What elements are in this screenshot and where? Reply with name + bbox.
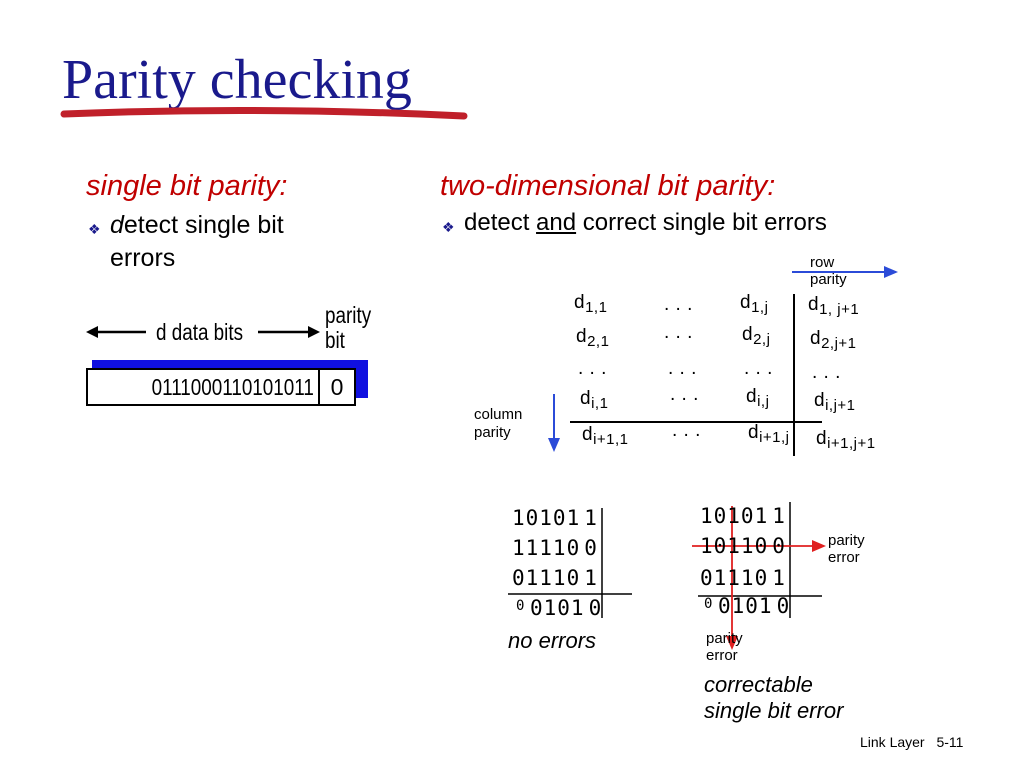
two-dim-bullet-text	[464, 209, 827, 237]
row-parity-label-2: parity	[810, 271, 847, 288]
no-error-row: 0101 0	[530, 596, 603, 620]
matrix-cell: $d_{i,1}$	[580, 388, 609, 412]
parity-bit-label-2: bit	[325, 327, 345, 353]
bullet-underlined: and	[536, 209, 577, 236]
diamond-bullet-icon: ❖	[442, 219, 455, 235]
matrix-dots: . . .	[664, 294, 693, 315]
two-dim-parity-heading: two-dimensional bit parity:	[440, 170, 776, 202]
correctable-caption-2: single bit error	[704, 698, 844, 723]
no-error-row: 10101 1	[512, 506, 598, 530]
data-bits-label: d data bits	[156, 319, 244, 345]
column-parity-label-2: parity	[474, 424, 511, 441]
parity-bit-value: 0	[330, 374, 344, 400]
data-bits-box	[86, 368, 320, 406]
column-parity-label	[474, 406, 522, 442]
footer-chapter: Link Layer	[860, 734, 925, 750]
matrix-dots: . . .	[578, 358, 607, 379]
matrix-cell: $d_{1,j}$	[740, 292, 769, 316]
parity-bit-box	[318, 368, 356, 406]
parity-bit-label	[325, 303, 371, 353]
matrix-parity-cell: $d_{i+1,j+1}$	[816, 428, 876, 452]
diamond-bullet-icon: ❖	[88, 221, 101, 237]
error-row: 01110 1	[700, 566, 786, 590]
no-error-corner: 0	[516, 598, 525, 614]
bullet-italic-d: d	[110, 211, 124, 239]
matrix-cell: $d_{2,j}$	[742, 324, 771, 348]
footer	[860, 734, 963, 750]
matrix-cell: $d_{i,j}$	[746, 386, 770, 410]
page-title: Parity checking	[62, 49, 412, 111]
no-errors-caption: no errors	[508, 628, 597, 653]
error-corner: 0	[704, 596, 713, 612]
matrix-dots: . . .	[744, 358, 773, 379]
bullet-rest: etect single bit	[123, 211, 284, 239]
single-bit-bullet-line2: errors	[110, 244, 176, 272]
matrix-dots: . . .	[812, 362, 841, 383]
matrix-parity-cell: $d_{i,j+1}$	[814, 390, 856, 414]
column-parity-label-1: column	[474, 406, 523, 423]
matrix-cell: $d_{2,1}$	[576, 326, 610, 350]
single-bit-bullet-text	[110, 211, 284, 240]
error-row: 10101 1	[700, 504, 786, 528]
matrix-cell: $d_{i+1,j}$	[748, 422, 790, 446]
no-error-row: 01110 1	[512, 566, 598, 590]
matrix-dots: . . .	[672, 420, 701, 441]
matrix-dots: . . .	[670, 384, 699, 405]
no-error-row: 11110 0	[512, 536, 598, 560]
matrix-cell: $d_{i+1,1}$	[582, 424, 629, 448]
parity-error-bottom-label	[706, 630, 743, 664]
title-underline	[60, 104, 470, 128]
parity-error-bottom-2: error	[706, 647, 738, 664]
footer-page: 5-11	[936, 734, 964, 750]
matrix-parity-cell: $d_{2,j+1}$	[810, 328, 857, 352]
parity-error-right-2: error	[828, 549, 860, 566]
parity-error-bottom-1: parity	[706, 630, 743, 647]
error-row: 10110 0	[700, 534, 786, 558]
matrix-cell: $d_{1,1}$	[574, 292, 608, 316]
correctable-caption-1: correctable	[704, 672, 813, 697]
correctable-caption	[704, 672, 843, 724]
row-parity-label-1: row	[810, 254, 835, 271]
data-bits-value: 0111000110101011	[151, 374, 314, 400]
single-bit-parity-heading: single bit parity:	[86, 170, 288, 202]
parity-error-right-1: parity	[828, 532, 865, 549]
parity-bit-label-1: parity	[325, 302, 372, 328]
row-parity-arrow	[790, 264, 900, 280]
bullet-pre: detect	[464, 209, 537, 236]
matrix-parity-cell: $d_{1, j+1}$	[808, 294, 860, 318]
error-row: 0101 0	[718, 594, 791, 618]
parity-error-right-label	[828, 532, 865, 566]
matrix-dots: . . .	[668, 358, 697, 379]
bullet-post: correct single bit errors	[576, 209, 827, 236]
matrix-dots: . . .	[664, 322, 693, 343]
